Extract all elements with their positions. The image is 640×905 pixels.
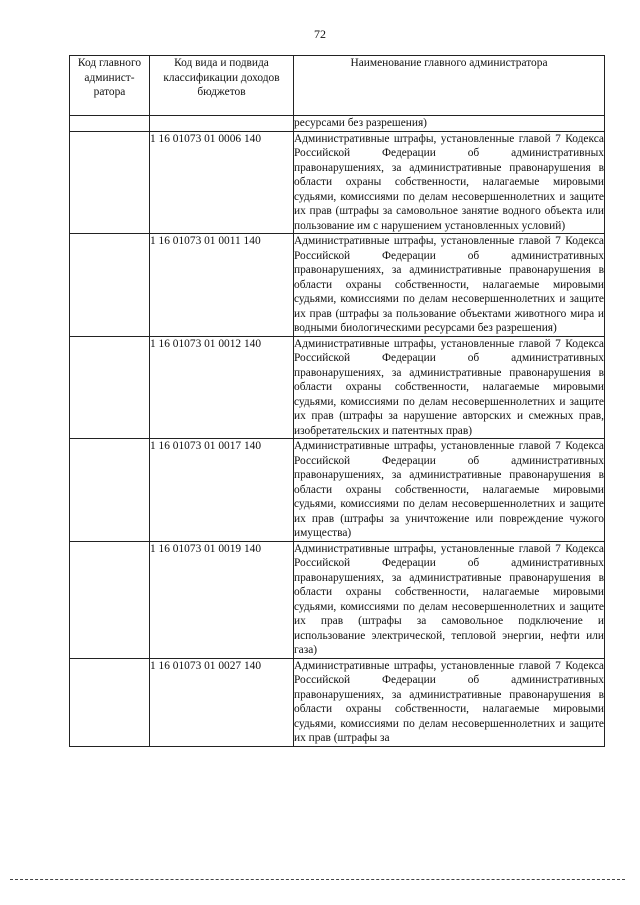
admin-name: Административные штрафы, установленные главой 7 Кодекса Российской Федерации об административных правонарушениях, за административные правонарушения в области охраны собственности, налагаемые мировыми судьями, комиссиями по делам несовершеннолетних и защите их прав (штрафы за пользование объектами животного мира и водными биологическими ресурсами без разрешения) — [294, 235, 604, 334]
revenue-code: 1 16 01073 01 0006 140 — [150, 131, 294, 234]
admin-name: Административные штрафы, установленные главой 7 Кодекса Российской Федерации об административных правонарушениях, за административные правонарушения в области охраны собственности, налагаемые мировыми судьями, комиссиями по делам несовершеннолетних и защите их прав (штрафы за — [294, 659, 604, 744]
admin-code-cell — [70, 658, 150, 746]
revenue-code: 1 16 01073 01 0011 140 — [150, 234, 294, 337]
table-row — [70, 439, 605, 542]
revenue-code: 1 16 01073 01 0019 140 — [150, 541, 294, 658]
revenue-code: 1 16 01073 01 0012 140 — [150, 336, 294, 439]
admin-code-cell — [70, 234, 150, 337]
admin-code-cell — [70, 541, 150, 658]
revenue-code: 1 16 01073 01 0017 140 — [150, 439, 294, 542]
scan-artifact-line — [10, 879, 625, 880]
table-row — [70, 658, 605, 746]
admin-name: Административные штрафы, установленные главой 7 Кодекса Российской Федерации об административных правонарушениях, за административные правонарушения в области охраны собственности, налагаемые мировыми судьями, комиссиями по делам несовершеннолетних и защите их прав (штрафы за нарушение авторских и смежных прав, изобретательских и патентных прав) — [294, 337, 604, 437]
table-header-row — [70, 56, 605, 116]
table-row — [70, 131, 605, 234]
revenue-codes-table — [69, 55, 605, 747]
admin-code-cell — [70, 336, 150, 439]
revenue-code-cell — [150, 116, 294, 132]
admin-name: Административные штрафы, установленные главой 7 Кодекса Российской Федерации об административных правонарушениях, за административные правонарушения в области охраны собственности, налагаемые мировыми судьями, комиссиями по делам несовершеннолетних и защите их прав (штрафы за самовольное подключение и использование электрической, тепловой энергии, нефти или газа) — [294, 542, 604, 656]
admin-code-cell — [70, 439, 150, 542]
revenue-code: 1 16 01073 01 0027 140 — [150, 658, 294, 746]
header-admin-code: Код главного админист-ратора — [70, 56, 150, 116]
table-row — [70, 234, 605, 337]
page-number: 72 — [314, 27, 326, 41]
continuation-text: ресурсами без разрешения) — [294, 116, 605, 132]
admin-name: Административные штрафы, установленные главой 7 Кодекса Российской Федерации об административных правонарушениях, за административные правонарушения в области охраны собственности, налагаемые мировыми судьями, комиссиями по делам несовершеннолетних и защите их прав (штрафы за уничтожение или повреждение чужого имущества) — [294, 440, 604, 539]
header-admin-name: Наименование главного администратора — [294, 56, 605, 116]
table-row — [70, 336, 605, 439]
admin-code-cell — [70, 116, 150, 132]
admin-code-cell — [70, 131, 150, 234]
admin-name: Административные штрафы, установленные главой 7 Кодекса Российской Федерации об административных правонарушениях, за административные правонарушения в области охраны собственности, налагаемые мировыми судьями, комиссиями по делам несовершеннолетних и защите их прав (штрафы за самовольное занятие водного объекта или пользование им с нарушением установленных условий) — [294, 132, 604, 232]
table-row — [70, 541, 605, 658]
continuation-row — [70, 116, 605, 132]
header-revenue-code: Код вида и подвида классификации доходов бюджетов — [150, 56, 294, 116]
